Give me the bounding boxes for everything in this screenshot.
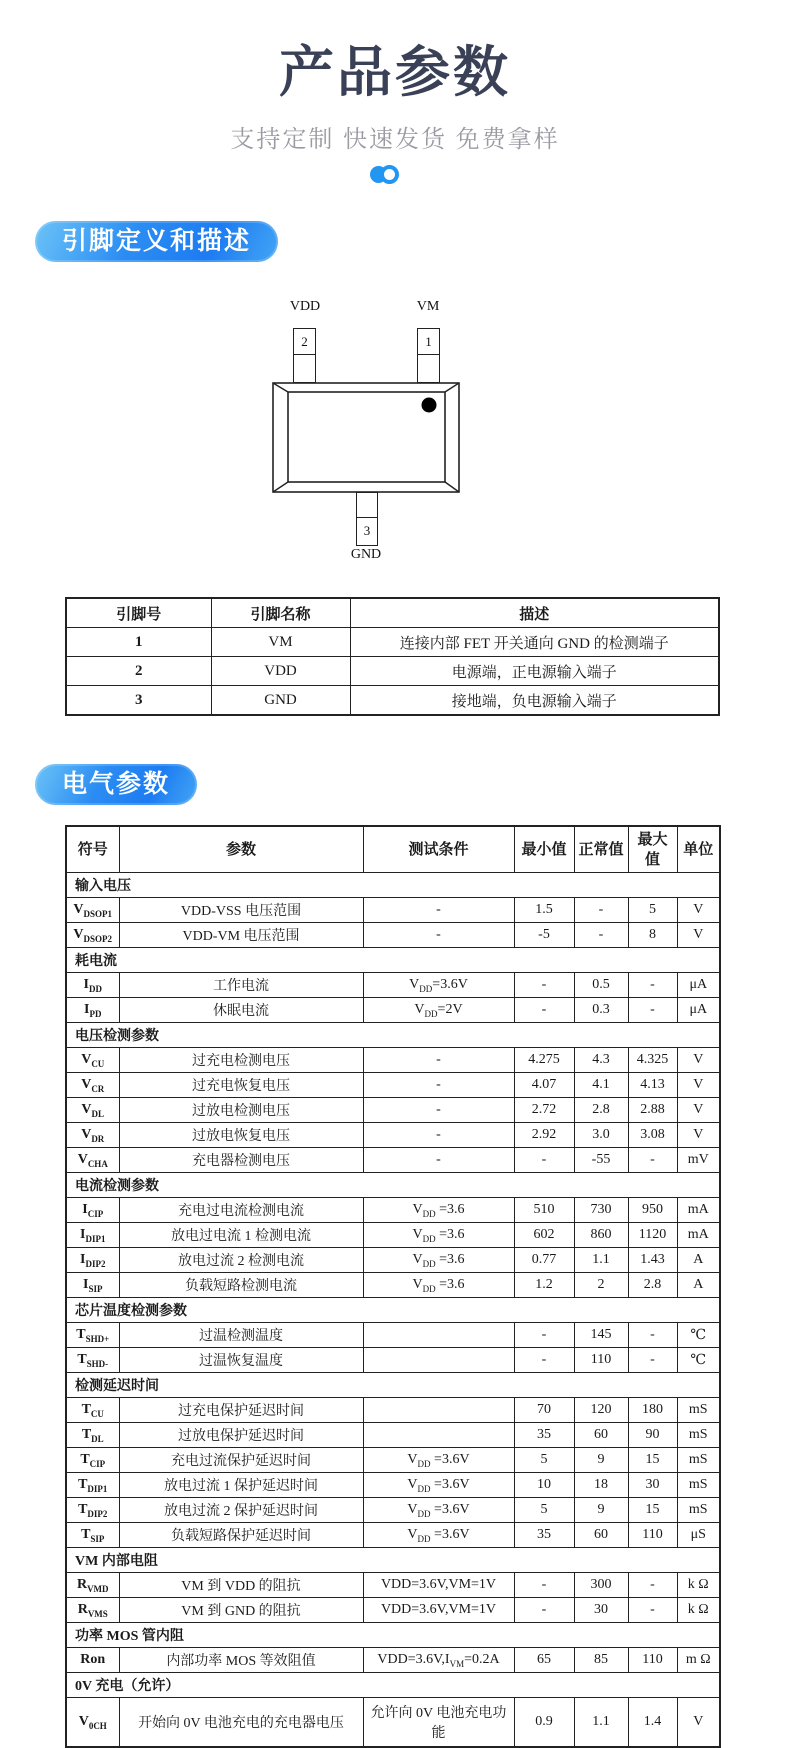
electrical-data-row (66, 1248, 720, 1273)
test-condition-cell: $V_{DD} =3.6V$ (363, 1473, 514, 1498)
typical-value-cell: 1.1 (574, 1698, 628, 1748)
unit-cell: V (677, 1123, 720, 1148)
max-value-cell: 3.08 (628, 1123, 677, 1148)
electrical-data-row (66, 973, 720, 998)
electrical-data-row (66, 1423, 720, 1448)
parameter-cell: 放电过电流 1 检测电流 (119, 1223, 363, 1248)
unit-cell: mA (677, 1223, 720, 1248)
symbol-cell: $I_{DIP2}$ (66, 1248, 119, 1273)
typical-value-cell: -55 (574, 1148, 628, 1173)
max-value-cell: 1.43 (628, 1248, 677, 1273)
typical-value-cell: 4.3 (574, 1048, 628, 1073)
electrical-header-cell: 符号 (66, 826, 119, 873)
unit-cell: mA (677, 1198, 720, 1223)
unit-cell: μA (677, 973, 720, 998)
typical-value-cell: 3.0 (574, 1123, 628, 1148)
min-value-cell: 4.275 (514, 1048, 574, 1073)
electrical-header-cell: 参数 (119, 826, 363, 873)
symbol-cell: $I_{CIP}$ (66, 1198, 119, 1223)
max-value-cell: 2.88 (628, 1098, 677, 1123)
pin-table-row (66, 657, 719, 686)
unit-cell: V (677, 923, 720, 948)
typical-value-cell: 30 (574, 1598, 628, 1623)
min-value-cell: - (514, 1148, 574, 1173)
min-value-cell: - (514, 1348, 574, 1373)
symbol-cell: $V_{DSOP1}$ (66, 898, 119, 923)
pin-label-vdd: VDD (289, 299, 321, 314)
electrical-data-row (66, 1648, 720, 1673)
unit-cell: V (677, 1698, 720, 1748)
unit-cell: μS (677, 1523, 720, 1548)
max-value-cell: 110 (628, 1648, 677, 1673)
test-condition-cell: - (363, 1048, 514, 1073)
pin-table-header-row (66, 598, 719, 628)
pin-table-cell: 2 (66, 657, 211, 686)
electrical-data-row (66, 1498, 720, 1523)
chip-body-outline (272, 382, 460, 493)
min-value-cell: 602 (514, 1223, 574, 1248)
min-value-cell: 2.92 (514, 1123, 574, 1148)
pin-table-row (66, 686, 719, 716)
electrical-section-label: 检测延迟时间 (66, 1373, 720, 1398)
unit-cell: mS (677, 1498, 720, 1523)
typical-value-cell: 60 (574, 1423, 628, 1448)
parameter-cell: 负载短路检测电流 (119, 1273, 363, 1298)
max-value-cell: 110 (628, 1523, 677, 1548)
pin-definition-section-badge: 引脚定义和描述 (35, 221, 278, 262)
symbol-cell: $V_{CR}$ (66, 1073, 119, 1098)
electrical-data-row (66, 1198, 720, 1223)
electrical-data-row (66, 1273, 720, 1298)
electrical-header-cell: 单位 (677, 826, 720, 873)
unit-cell: mS (677, 1448, 720, 1473)
test-condition-cell: $V_{DD} =3.6$ (363, 1273, 514, 1298)
unit-cell: mV (677, 1148, 720, 1173)
test-condition-cell (363, 1423, 514, 1448)
pin3-lead-upper (357, 493, 377, 518)
pin-table-row (66, 628, 719, 657)
pin-table-header-cell: 引脚号 (66, 598, 211, 628)
pin-table-cell: GND (211, 686, 350, 716)
test-condition-cell: - (363, 1073, 514, 1098)
parameter-cell: 过充电恢复电压 (119, 1073, 363, 1098)
electrical-data-row (66, 1348, 720, 1373)
test-condition-cell (363, 1398, 514, 1423)
min-value-cell: 1.2 (514, 1273, 574, 1298)
unit-cell: V (677, 1073, 720, 1098)
electrical-section-row (66, 1023, 720, 1048)
symbol-cell: $I_{PD}$ (66, 998, 119, 1023)
parameter-cell: 工作电流 (119, 973, 363, 998)
pin-table-body (66, 598, 719, 715)
test-condition-cell: $VDD=3.6V,I_{VM}=0.2A$ (363, 1648, 514, 1673)
parameter-cell: 内部功率 MOS 等效阻值 (119, 1648, 363, 1673)
test-condition-cell: $V_{DD} =3.6V$ (363, 1498, 514, 1523)
parameter-cell: 过温检测温度 (119, 1323, 363, 1348)
pin3-lead (356, 492, 378, 546)
electrical-section-row (66, 1548, 720, 1573)
unit-cell: mS (677, 1473, 720, 1498)
typical-value-cell: 9 (574, 1498, 628, 1523)
max-value-cell: - (628, 1573, 677, 1598)
electrical-data-row (66, 1148, 720, 1173)
electrical-section-label: VM 内部电阻 (66, 1548, 720, 1573)
electrical-header-row (66, 826, 720, 873)
max-value-cell: 30 (628, 1473, 677, 1498)
max-value-cell: 950 (628, 1198, 677, 1223)
max-value-cell: 1120 (628, 1223, 677, 1248)
typical-value-cell: - (574, 898, 628, 923)
symbol-cell: $V_{DSOP2}$ (66, 923, 119, 948)
symbol-cell: $R_{VMD}$ (66, 1573, 119, 1598)
pin2-lead (293, 328, 316, 383)
symbol-cell: $R_{VMS}$ (66, 1598, 119, 1623)
typical-value-cell: 0.3 (574, 998, 628, 1023)
page-subtitle: 支持定制 快速发货 免费拿样 (230, 126, 560, 153)
test-condition-cell: VDD=3.6V,VM=1V (363, 1598, 514, 1623)
test-condition-cell: $V_{DD} =3.6$ (363, 1248, 514, 1273)
unit-cell: μA (677, 998, 720, 1023)
min-value-cell: 35 (514, 1523, 574, 1548)
pin3-number: 3 (363, 523, 371, 538)
min-value-cell: 510 (514, 1198, 574, 1223)
pin-table-cell: VDD (211, 657, 350, 686)
typical-value-cell: 300 (574, 1573, 628, 1598)
test-condition-cell: 允许向 0V 电池充电功能 (363, 1698, 514, 1748)
pin1-number: 1 (418, 329, 439, 355)
unit-cell: V (677, 1098, 720, 1123)
parameter-cell: 休眠电流 (119, 998, 363, 1023)
max-value-cell: - (628, 1323, 677, 1348)
max-value-cell: 1.4 (628, 1698, 677, 1748)
max-value-cell: 8 (628, 923, 677, 948)
electrical-data-row (66, 1698, 720, 1748)
min-value-cell: - (514, 1573, 574, 1598)
electrical-data-row (66, 998, 720, 1023)
electrical-section-row (66, 1173, 720, 1198)
electrical-section-label: 耗电流 (66, 948, 720, 973)
unit-cell: mS (677, 1423, 720, 1448)
electrical-header-cell: 正常值 (574, 826, 628, 873)
electrical-data-row (66, 1448, 720, 1473)
parameter-cell: 过充电保护延迟时间 (119, 1398, 363, 1423)
max-value-cell: 15 (628, 1498, 677, 1523)
parameter-cell: 充电器检测电压 (119, 1148, 363, 1173)
unit-cell: ℃ (677, 1323, 720, 1348)
electrical-section-label: 电流检测参数 (66, 1173, 720, 1198)
typical-value-cell: 9 (574, 1448, 628, 1473)
typical-value-cell: 1.1 (574, 1248, 628, 1273)
parameter-cell: 过温恢复温度 (119, 1348, 363, 1373)
symbol-cell: $I_{DIP1}$ (66, 1223, 119, 1248)
typical-value-cell: 2.8 (574, 1098, 628, 1123)
page-title: 产品参数 (278, 41, 511, 103)
electrical-header-cell: 最大值 (628, 826, 677, 873)
typical-value-cell: 85 (574, 1648, 628, 1673)
max-value-cell: 5 (628, 898, 677, 923)
test-condition-cell: $V_{DD}=2V$ (363, 998, 514, 1023)
max-value-cell: 4.325 (628, 1048, 677, 1073)
unit-cell: mS (677, 1398, 720, 1423)
pin-table-cell: 3 (66, 686, 211, 716)
min-value-cell: 4.07 (514, 1073, 574, 1098)
electrical-section-row (66, 873, 720, 898)
min-value-cell: 10 (514, 1473, 574, 1498)
typical-value-cell: 18 (574, 1473, 628, 1498)
electrical-data-row (66, 1098, 720, 1123)
max-value-cell: - (628, 973, 677, 998)
pin-table-cell: 1 (66, 628, 211, 657)
symbol-cell: $V_{CHA}$ (66, 1148, 119, 1173)
min-value-cell: 70 (514, 1398, 574, 1423)
symbol-cell: $T_{DIP2}$ (66, 1498, 119, 1523)
min-value-cell: - (514, 1598, 574, 1623)
parameter-cell: 过充电检测电压 (119, 1048, 363, 1073)
electrical-data-row (66, 1123, 720, 1148)
electrical-data-row (66, 923, 720, 948)
electrical-data-row (66, 1073, 720, 1098)
max-value-cell: - (628, 1348, 677, 1373)
electrical-data-row (66, 898, 720, 923)
typical-value-cell: 145 (574, 1323, 628, 1348)
min-value-cell: 0.9 (514, 1698, 574, 1748)
electrical-section-label: 芯片温度检测参数 (66, 1298, 720, 1323)
pin-table-cell: 电源端，正电源输入端子 (350, 657, 719, 686)
electrical-header-cell: 最小值 (514, 826, 574, 873)
parameter-cell: VDD-VM 电压范围 (119, 923, 363, 948)
electrical-section-label: 输入电压 (66, 873, 720, 898)
unit-cell: k Ω (677, 1573, 720, 1598)
min-value-cell: 1.5 (514, 898, 574, 923)
symbol-cell: $V_{DR}$ (66, 1123, 119, 1148)
typical-value-cell: 2 (574, 1273, 628, 1298)
symbol-cell: $T_{SHD+}$ (66, 1323, 119, 1348)
test-condition-cell: $V_{DD} =3.6V$ (363, 1523, 514, 1548)
electrical-data-row (66, 1398, 720, 1423)
max-value-cell: 4.13 (628, 1073, 677, 1098)
min-value-cell: 0.77 (514, 1248, 574, 1273)
parameter-cell: VM 到 GND 的阻抗 (119, 1598, 363, 1623)
parameter-cell: VDD-VSS 电压范围 (119, 898, 363, 923)
electrical-table (65, 825, 721, 1748)
unit-cell: ℃ (677, 1348, 720, 1373)
test-condition-cell: - (363, 898, 514, 923)
pin-table-header-cell: 引脚名称 (211, 598, 350, 628)
electrical-section-row (66, 1298, 720, 1323)
min-value-cell: -5 (514, 923, 574, 948)
parameter-cell: 过放电恢复电压 (119, 1123, 363, 1148)
max-value-cell: 90 (628, 1423, 677, 1448)
symbol-cell: $V_{CU}$ (66, 1048, 119, 1073)
pin-table-header-cell: 描述 (350, 598, 719, 628)
electrical-data-row (66, 1048, 720, 1073)
symbol-cell: $T_{CU}$ (66, 1398, 119, 1423)
pin1-marker-dot (422, 398, 437, 413)
unit-cell: V (677, 898, 720, 923)
test-condition-cell: - (363, 1123, 514, 1148)
max-value-cell: - (628, 1598, 677, 1623)
electrical-section-label: 功率 MOS 管内阻 (66, 1623, 720, 1648)
min-value-cell: 35 (514, 1423, 574, 1448)
typical-value-cell: - (574, 923, 628, 948)
typical-value-cell: 730 (574, 1198, 628, 1223)
test-condition-cell: - (363, 1148, 514, 1173)
parameter-cell: 过放电检测电压 (119, 1098, 363, 1123)
parameter-cell: 放电过流 1 保护延迟时间 (119, 1473, 363, 1498)
typical-value-cell: 120 (574, 1398, 628, 1423)
symbol-cell: Ron (66, 1648, 119, 1673)
parameter-cell: 充电过流保护延迟时间 (119, 1448, 363, 1473)
parameter-cell: 负载短路保护延迟时间 (119, 1523, 363, 1548)
symbol-cell: $T_{DIP1}$ (66, 1473, 119, 1498)
electrical-section-row (66, 1673, 720, 1698)
pin-table (65, 597, 720, 716)
chip-package-diagram (0, 0, 790, 580)
unit-cell: A (677, 1248, 720, 1273)
test-condition-cell (363, 1348, 514, 1373)
typical-value-cell: 0.5 (574, 973, 628, 998)
electrical-section-row (66, 948, 720, 973)
test-condition-cell: $V_{DD} =3.6$ (363, 1198, 514, 1223)
test-condition-cell: $V_{DD} =3.6$ (363, 1223, 514, 1248)
electrical-table-body (66, 826, 720, 1747)
max-value-cell: - (628, 1148, 677, 1173)
symbol-cell: $V_{0CH}$ (66, 1698, 119, 1748)
electrical-data-row (66, 1573, 720, 1598)
symbol-cell: $V_{DL}$ (66, 1098, 119, 1123)
typical-value-cell: 60 (574, 1523, 628, 1548)
parameter-cell: 充电过电流检测电流 (119, 1198, 363, 1223)
max-value-cell: 15 (628, 1448, 677, 1473)
electrical-header-cell: 测试条件 (363, 826, 514, 873)
pin-label-vm: VM (416, 299, 440, 314)
electrical-section-badge: 电气参数 (35, 764, 197, 805)
parameter-cell: VM 到 VDD 的阻抗 (119, 1573, 363, 1598)
unit-cell: V (677, 1048, 720, 1073)
min-value-cell: 5 (514, 1448, 574, 1473)
test-condition-cell: VDD=3.6V,VM=1V (363, 1573, 514, 1598)
min-value-cell: 5 (514, 1498, 574, 1523)
min-value-cell: 2.72 (514, 1098, 574, 1123)
test-condition-cell: - (363, 923, 514, 948)
pin-label-gnd: GND (350, 547, 382, 562)
symbol-cell: $T_{CIP}$ (66, 1448, 119, 1473)
symbol-cell: $T_{DL}$ (66, 1423, 119, 1448)
parameter-cell: 过放电保护延迟时间 (119, 1423, 363, 1448)
max-value-cell: 2.8 (628, 1273, 677, 1298)
max-value-cell: 180 (628, 1398, 677, 1423)
test-condition-cell: $V_{DD} =3.6V$ (363, 1448, 514, 1473)
min-value-cell: - (514, 1323, 574, 1348)
unit-cell: A (677, 1273, 720, 1298)
typical-value-cell: 110 (574, 1348, 628, 1373)
pin-table-cell: VM (211, 628, 350, 657)
typical-value-cell: 4.1 (574, 1073, 628, 1098)
parameter-cell: 放电过流 2 保护延迟时间 (119, 1498, 363, 1523)
symbol-cell: $T_{SIP}$ (66, 1523, 119, 1548)
pin2-number: 2 (294, 329, 315, 355)
parameter-cell: 放电过流 2 检测电流 (119, 1248, 363, 1273)
min-value-cell: 65 (514, 1648, 574, 1673)
test-condition-cell (363, 1323, 514, 1348)
typical-value-cell: 860 (574, 1223, 628, 1248)
electrical-section-row (66, 1623, 720, 1648)
symbol-cell: $I_{SIP}$ (66, 1273, 119, 1298)
electrical-data-row (66, 1473, 720, 1498)
unit-cell: m Ω (677, 1648, 720, 1673)
electrical-data-row (66, 1223, 720, 1248)
min-value-cell: - (514, 998, 574, 1023)
pin-table-cell: 接地端，负电源输入端子 (350, 686, 719, 716)
unit-cell: k Ω (677, 1598, 720, 1623)
electrical-section-label: 0V 充电（允许） (66, 1673, 720, 1698)
test-condition-cell: - (363, 1098, 514, 1123)
symbol-cell: $T_{SHD-}$ (66, 1348, 119, 1373)
parameter-cell: 开始向 0V 电池充电的充电器电压 (119, 1698, 363, 1748)
electrical-section-row (66, 1373, 720, 1398)
electrical-section-label: 电压检测参数 (66, 1023, 720, 1048)
electrical-data-row (66, 1523, 720, 1548)
pin-table-cell: 连接内部 FET 开关通向 GND 的检测端子 (350, 628, 719, 657)
test-condition-cell: $V_{DD}=3.6V$ (363, 973, 514, 998)
max-value-cell: - (628, 998, 677, 1023)
symbol-cell: $I_{DD}$ (66, 973, 119, 998)
min-value-cell: - (514, 973, 574, 998)
pin1-lead (417, 328, 440, 383)
electrical-data-row (66, 1598, 720, 1623)
electrical-data-row (66, 1323, 720, 1348)
